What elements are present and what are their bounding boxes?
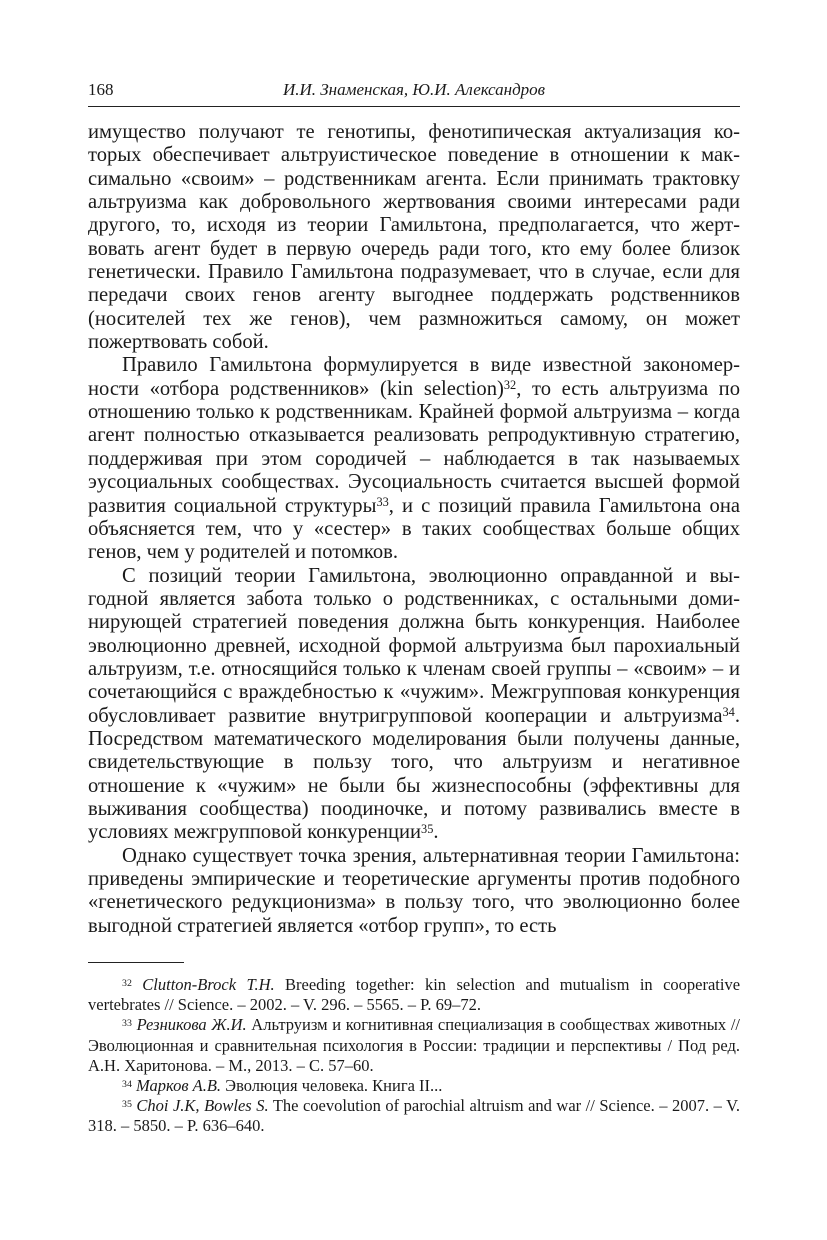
footnote-ref-32: 32 [503,378,517,393]
page-header [88,78,740,107]
footnote-34 [88,1076,740,1096]
footnote-author: Clutton-Brock T.H. [142,975,275,994]
footnote-text: The coevolution of parochial altruism and war // Science. – 2007. – V. 318. – 5850. – P. 636–640. [88,1096,740,1136]
footnote-ref-34: 34 [722,705,735,720]
page-number: 168 [88,80,114,99]
paragraph-2-text-a: Правило Гамильтона формулируется в виде известной закономерности «отбора родственников» (kin selection) [88,354,740,400]
paragraph-2 [88,354,740,564]
paragraph-2-text-b: , то есть альтруизма по отношению только к родственникам. Крайней формой альтруизма – когда агент полностью отказывается реализовать репродуктивную стратегию, поддерживая при этом сородичей – наблюдается в так называемых эусоциальных сообществах. Эусоциальность считается высшей формой развития социальной структуры [88,377,740,517]
footnote-32 [88,975,740,1015]
footnote-author: Choi J.K, Bowles S. [136,1096,269,1116]
paragraph-3-text-c: . [433,821,439,844]
footnote-text: Эволюция человека. Книга II... [221,1076,443,1096]
paragraph-3-text-b: . Посредством математического моделирования были получены данные, свидетельствующие в пользу того, что альтруизм и негативное отношение к «чужим» не были бы жизнеспособны (эффективны для выживания сообщества) поодиночке, и потому развивались вместе в условиях межгрупповой конкуренции [88,704,740,844]
footnote-33 [88,1015,740,1076]
footnote-number: 32 [122,977,132,989]
footnote-author: Резникова Ж.И. [136,1015,247,1035]
footnote-number: 35 [122,1098,132,1110]
paragraph-2-text-c: , и с позиций правила Гамильтона она объясняется тем, что у «сестер» в таких сообществах больше общих генов, чем у родителей и потомков. [88,494,740,564]
footnote-ref-33: 33 [376,494,389,509]
paragraph-1: имущество получают те генотипы, фенотипическая актуализация которых обеспечивает альтруистическое поведение в отношении к максимально «своим» – родственникам агента. Если принимать трактовку альтруизма как добровольного жертвования своими интересами ради другого, то, исходя из теории Гамильтона, предполагается, что жертвовать агент будет в первую очередь ради того, кто ему более близок генетически. Правило Гамильтона подразумевает, что в случае, если для передачи своих генов агенту выгоднее поддержать родственников (носителей тех же генов), чем размножиться самому, он может пожертвовать собой. [88,121,740,354]
paragraph-4: Однако существует точка зрения, альтернативная теории Гамильтона: приведены эмпирические и теоретические аргументы против подобного «генетического редукционизма» в пользу того, что эволюционно более выгодной стратегией является «отбор групп», то есть [88,844,740,937]
running-head: И.И. Знаменская, Ю.И. Александров [282,80,546,99]
footnote-number: 33 [122,1017,132,1029]
footnote-divider [88,962,184,963]
footnote-35 [88,1096,740,1136]
footnote-number: 34 [122,1078,132,1090]
footnotes [88,975,740,1137]
paragraph-3 [88,565,740,845]
paragraph-3-text-a: С позиций теории Гамильтона, эволюционно оправданной и выгодной является забота только о родственниках, с остальными доминирующей стратегией поведения должна быть конкуренция. Наиболее эволюционно древней, исходной формой альтруизма был парохиальный альтруизм, т.е. относящийся только к членам своей группы – «своим» – и сочетающийся с враждебностью к «чужим». Межгрупповая конкуренция обусловливает развитие внутригрупповой кооперации и альтруизма [88,564,740,727]
footnote-text: Альтруизм и когнитивная специализация в сообществах животных // Эволюционная и сравнительная психология в России: традиции и перспективы / Под ред. А.Н. Харитонова. – М., 2013. – С. 57–60. [88,1015,740,1075]
footnote-author: Марков А.В. [136,1076,222,1096]
main-text [88,121,740,938]
footnote-text: Breeding together: kin selection and mutualism in cooperative vertebrates // Science. – 2002. – V. 296. – 5565. – P. 69–72. [88,975,741,1015]
footnote-ref-35: 35 [421,821,434,836]
